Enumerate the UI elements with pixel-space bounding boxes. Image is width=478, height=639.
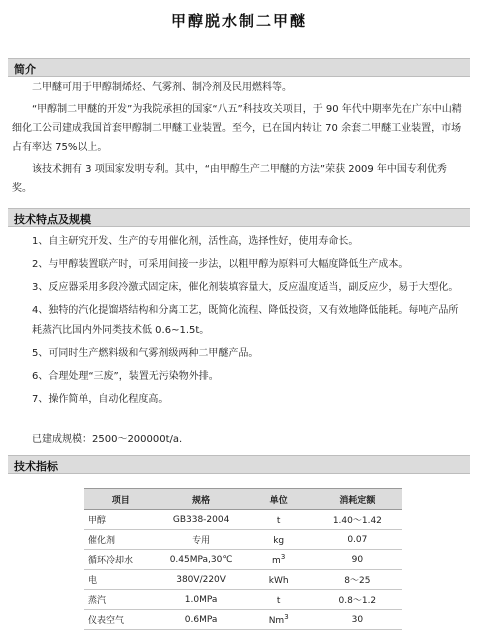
feature-text: 7、操作简单，自动化程度高。 <box>32 394 169 405</box>
cell-item: 甲醇 <box>84 510 158 530</box>
cell-spec: 0.6MPa <box>158 610 245 630</box>
cell-unit <box>245 570 313 590</box>
table-header-row <box>84 489 402 510</box>
cell-spec: 1.0MPa <box>158 590 245 610</box>
section-title-features: 技术特点及规模 <box>14 213 91 226</box>
unit-superscript: 3 <box>284 613 289 621</box>
cell-spec: 0.45MPa,30℃ <box>158 550 245 570</box>
intro-paragraph-1: 二甲醚可用于甲醇制烯烃、气雾剂、制冷剂及民用燃料等。 <box>32 82 292 93</box>
cell-item: 仪表空气 <box>84 610 158 630</box>
unit-text: t <box>276 596 281 606</box>
table-row <box>84 550 402 570</box>
table-row <box>84 610 402 630</box>
feature-text: 6、合理处理“三废”，装置无污染物外排。 <box>32 371 219 382</box>
feature-item <box>12 390 462 410</box>
page-title: 甲醇脱水制二甲醚 <box>170 12 307 30</box>
cell-unit <box>245 530 313 550</box>
column-header-item: 项目 <box>84 489 158 510</box>
feature-text: 4、独特的汽化提馏塔结构和分离工艺，既简化流程、降低投资，又有效地降低能耗。每吨产品所耗蒸汽比国内外同类技术低 0.6~1.5t。 <box>32 305 459 336</box>
cell-unit <box>245 610 313 630</box>
cell-value: 90 <box>313 550 402 570</box>
feature-text: 5、可同时生产燃料级和气雾剂级两种二甲醚产品。 <box>32 348 259 359</box>
table-row <box>84 530 402 550</box>
section-title-intro: 简介 <box>14 63 36 76</box>
table-row <box>84 570 402 590</box>
column-header-unit: 单位 <box>245 489 313 510</box>
cell-item: 蒸汽 <box>84 590 158 610</box>
cell-item: 循环冷却水 <box>84 550 158 570</box>
intro-paragraph-2: “甲醇制二甲醚的开发”为我院承担的国家“八五”科技攻关项目，于 90 年代中期率先在广东中山精细化工公司建成我国首套甲醇制二甲醚工业装置。至今，已在国内转让 70 余套二甲醚工业装置，市场占有率达 75%以上。 <box>12 104 462 153</box>
cell-value: 1.40～1.42 <box>313 510 402 530</box>
cell-spec: 专用 <box>158 530 245 550</box>
section-header-features <box>8 208 470 227</box>
feature-item <box>12 278 462 298</box>
column-header-consumption: 消耗定额 <box>313 489 402 510</box>
column-header-spec: 规格 <box>158 489 245 510</box>
intro-paragraph-3: 该技术拥有 3 项国家发明专利。其中，“由甲醇生产二甲醚的方法”荣获 2009 年中国专利优秀奖。 <box>12 164 447 194</box>
cell-unit <box>245 550 313 570</box>
section-header-specs <box>8 455 470 474</box>
table-row <box>84 590 402 610</box>
feature-item <box>12 367 462 387</box>
unit-superscript: 3 <box>280 553 286 561</box>
features-list <box>12 232 462 413</box>
cell-value: 0.07 <box>313 530 402 550</box>
cell-value: 0.8～1.2 <box>313 590 402 610</box>
cell-unit <box>245 510 313 530</box>
unit-text: Nm <box>268 616 285 626</box>
feature-item <box>12 232 462 252</box>
cell-spec: 380V/220V <box>158 570 245 590</box>
consumption-table <box>84 488 402 630</box>
cell-value: 30 <box>313 610 402 630</box>
unit-text: kWh <box>268 576 289 586</box>
cell-item: 催化剂 <box>84 530 158 550</box>
cell-item: 电 <box>84 570 158 590</box>
feature-text: 1、自主研究开发、生产的专用催化剂，活性高，选择性好，使用寿命长。 <box>32 236 359 247</box>
feature-text: 3、反应器采用多段冷激式固定床，催化剂装填容量大，反应温度适当，副反应少，易于大型化。 <box>32 282 459 293</box>
cell-unit <box>245 590 313 610</box>
cell-spec: GB338-2004 <box>158 510 245 530</box>
section-title-specs: 技术指标 <box>14 460 58 473</box>
capacity-text: 已建成规模：2500～200000t/a. <box>32 434 183 445</box>
cell-value: 8～25 <box>313 570 402 590</box>
unit-text: kg <box>273 536 285 546</box>
section-header-intro <box>8 58 470 77</box>
unit-text: t <box>276 516 281 526</box>
table-row <box>84 510 402 530</box>
feature-text: 2、与甲醇装置联产时，可采用间接一步法，以粗甲醇为原料可大幅度降低生产成本。 <box>32 259 409 270</box>
unit-text: m <box>272 556 281 566</box>
feature-item <box>12 301 462 341</box>
feature-item <box>12 255 462 275</box>
feature-item <box>12 344 462 364</box>
